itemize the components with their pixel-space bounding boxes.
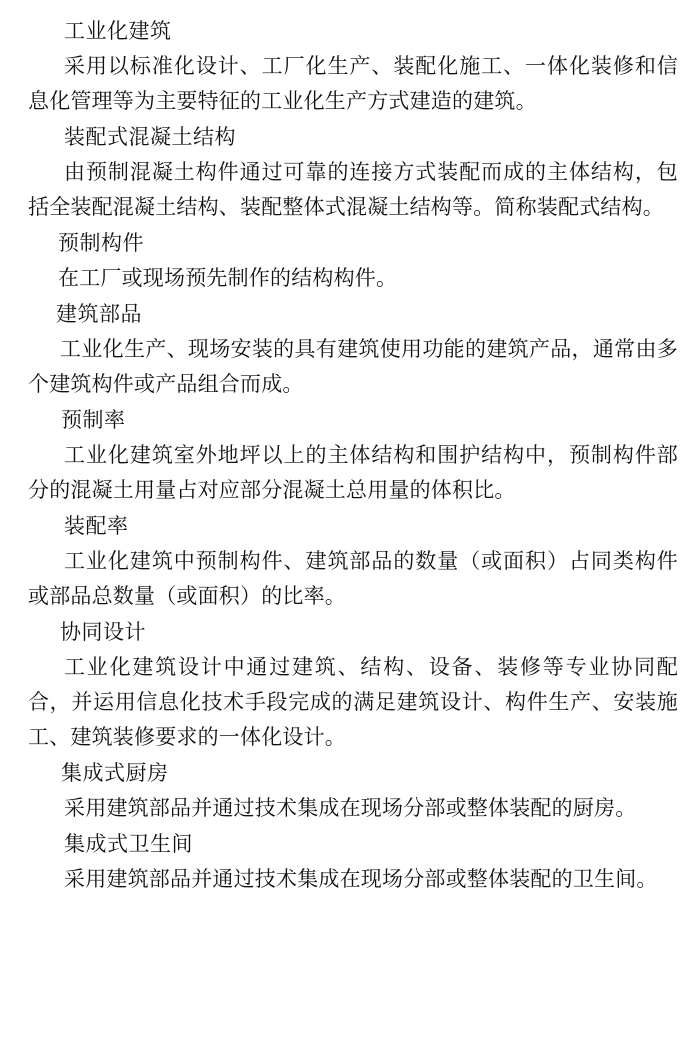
glossary-term: 装配率	[64, 514, 129, 538]
glossary-entry	[28, 615, 678, 755]
glossary-term: 集成式厨房	[61, 761, 169, 785]
glossary-entry	[28, 756, 678, 826]
glossary-term: 工业化建筑	[64, 19, 172, 43]
glossary-term: 集成式卫生间	[64, 832, 193, 856]
glossary-definition: 工业化建筑中预制构件、建筑部品的数量（或面积）占同类构件或部品总数量（或面积）的比率。	[28, 549, 678, 608]
glossary-term: 协同设计	[60, 620, 146, 644]
glossary-entry	[28, 827, 678, 897]
glossary-entry	[28, 403, 678, 508]
glossary-definition: 采用以标准化设计、工厂化生产、装配化施工、一体化装修和信息化管理等为主要特征的工业化生产方式建造的建筑。	[28, 54, 678, 113]
glossary-definition: 由预制混凝土构件通过可靠的连接方式装配而成的主体结构，包括全装配混凝土结构、装配整体式混凝土结构等。简称装配式结构。	[28, 160, 678, 219]
glossary-entry	[28, 14, 678, 119]
glossary-entry	[28, 226, 678, 296]
glossary-term: 建筑部品	[56, 302, 142, 326]
glossary-definition: 工业化生产、现场安装的具有建筑使用功能的建筑产品，通常由多个建筑构件或产品组合而成。	[28, 337, 678, 396]
glossary-definition: 工业化建筑设计中通过建筑、结构、设备、装修等专业协同配合，并运用信息化技术手段完成的满足建筑设计、构件生产、安装施工、建筑装修要求的一体化设计。	[28, 655, 678, 749]
glossary-definition: 采用建筑部品并通过技术集成在现场分部或整体装配的卫生间。	[64, 867, 658, 891]
glossary-definition: 采用建筑部品并通过技术集成在现场分部或整体装配的厨房。	[64, 796, 637, 820]
glossary-term: 预制率	[61, 408, 126, 432]
glossary-term: 装配式混凝土结构	[64, 125, 236, 149]
glossary-term: 预制构件	[58, 231, 144, 255]
glossary-definition: 工业化建筑室外地坪以上的主体结构和围护结构中，预制构件部分的混凝土用量占对应部分混凝土总用量的体积比。	[28, 443, 678, 502]
glossary-entry	[28, 297, 678, 402]
glossary-definition: 在工厂或现场预先制作的结构构件。	[58, 266, 398, 290]
glossary-entry	[28, 509, 678, 614]
glossary-entry	[28, 120, 678, 225]
